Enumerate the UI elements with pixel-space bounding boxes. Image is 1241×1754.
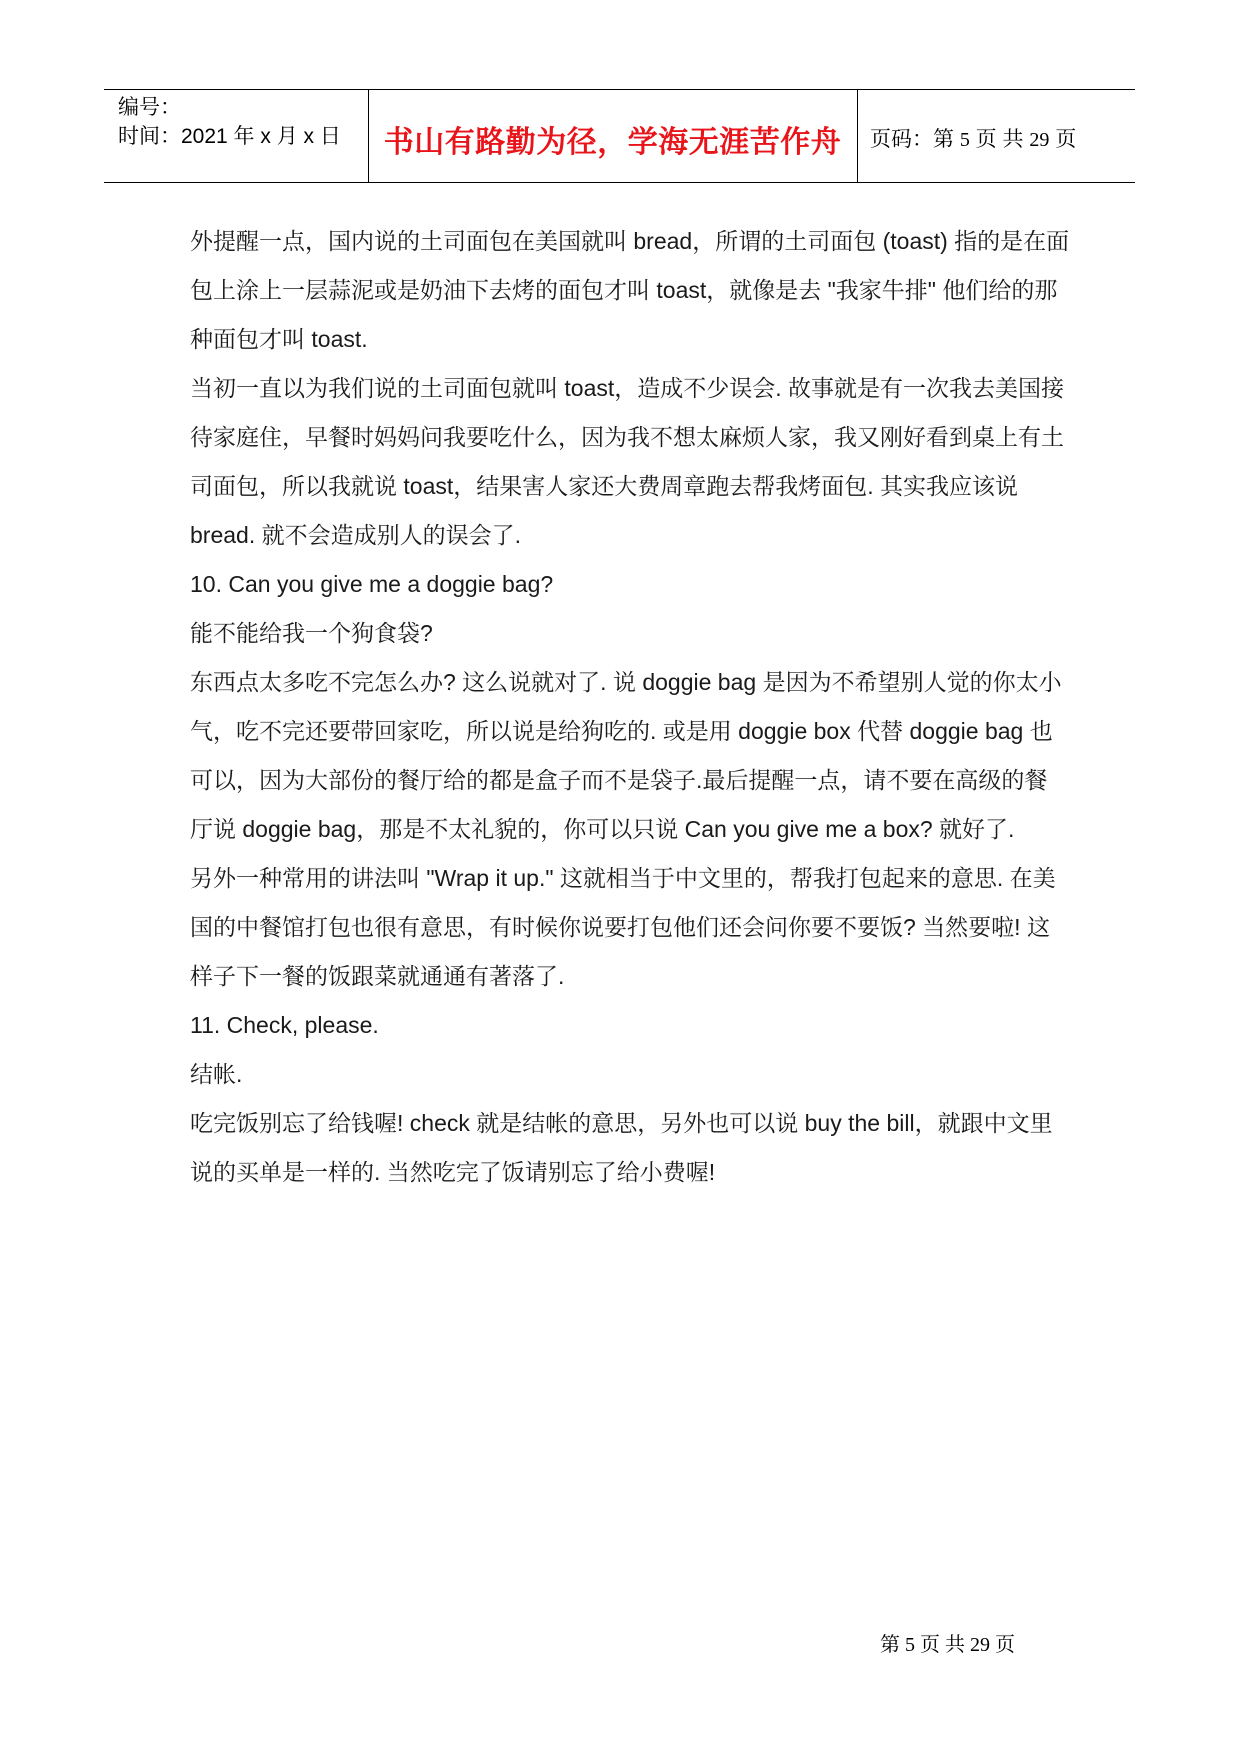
header-page-indicator [870,123,1076,153]
header-meta [118,93,341,151]
document-time-label: 时间：2021 年 x 月 x 日 [118,125,341,148]
page-header [104,89,1135,183]
paragraph-doggie-bag: 东西点太多吃不完怎么办? 这么说就对了. 说 doggie bag 是因为不希望别人觉的你太小气，吃不完还要带回家吃，所以说是给狗吃的. 或是用 doggie box 代替 doggie bag 也可以，因为大部份的餐厅给的都是盒子而不是袋子.最后提醒一点，请不要在高级的餐厅说 doggie bag，那是不太礼貌的，你可以只说 Can you give me a box? 就好了. [190,669,1062,842]
page-total: 29 [1029,129,1050,151]
paragraph-wrap-it-up: 另外一种常用的讲法叫 "Wrap it up." 这就相当于中文里的，帮我打包起来的意思. 在美国的中餐馆打包也很有意思，有时候你说要打包他们还会问你要不要饭? 当然要啦! 这样子下一餐的饭跟菜就通通有著落了. [190,865,1056,989]
header-divider-right [857,90,858,182]
page-footer: 第 5 页 共 29 页 [880,1634,1015,1656]
document-body [190,217,1070,1197]
heading-check-please: 11. Check, please. [190,1012,379,1038]
translation-check-please: 结帐. [190,1061,243,1087]
paragraph-check: 吃完饭别忘了给钱喔! check 就是结帐的意思，另外也可以说 buy the bill，就跟中文里说的买单是一样的. 当然吃完了饭请别忘了给小费喔! [190,1110,1053,1185]
paragraph-toast-explanation: 外提醒一点，国内说的土司面包在美国就叫 bread，所谓的土司面包 (toast) 指的是在面包上涂上一层蒜泥或是奶油下去烤的面包才叫 toast，就像是去 "我家牛排" 他们给的那种面包才叫 toast. [190,228,1070,352]
page-prefix: 页码：第 [870,128,960,151]
header-motto: 书山有路勤为径，学海无涯苦作舟 [383,125,842,160]
translation-doggie-bag: 能不能给我一个狗食袋? [190,620,433,646]
heading-doggie-bag: 10. Can you give me a doggie bag? [190,571,554,597]
page-current: 5 [959,129,970,151]
page-suffix: 页 [1049,128,1077,151]
document-number-label: 编号： [118,96,181,119]
paragraph-toast-story: 当初一直以为我们说的土司面包就叫 toast，造成不少误会. 故事就是有一次我去美国接待家庭住，早餐时妈妈问我要吃什么，因为我不想太麻烦人家，我又刚好看到桌上有土司面包，所以我就说 toast，结果害人家还大费周章跑去帮我烤面包. 其实我应该说 bread. 就不会造成别人的误会了. [190,375,1065,548]
page-middle: 页 共 [969,128,1030,151]
